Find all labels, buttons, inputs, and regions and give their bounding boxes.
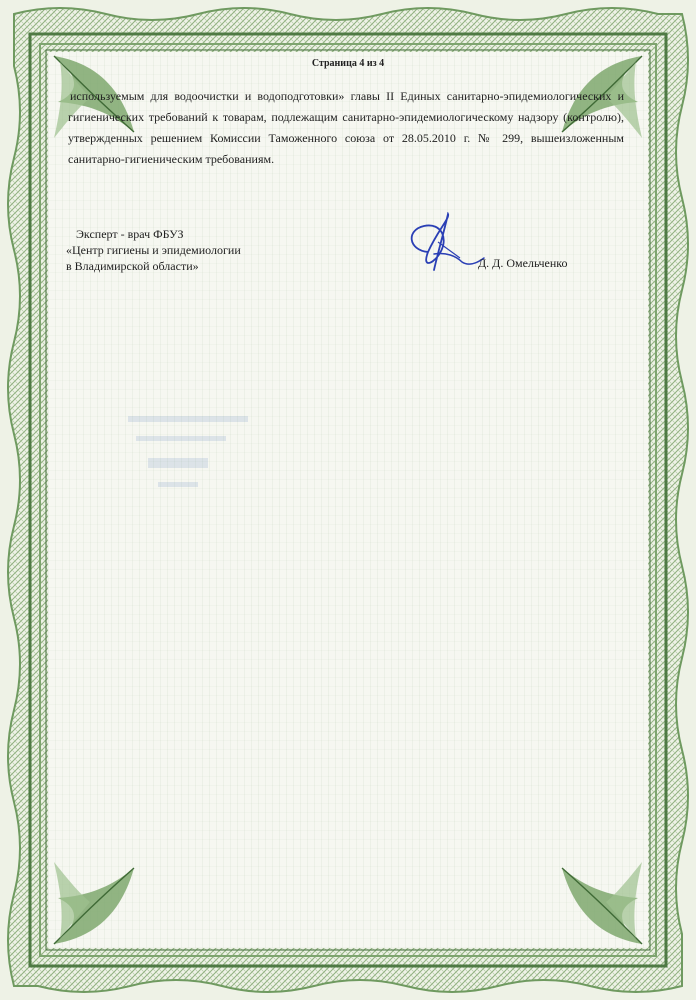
expert-block [66,226,326,274]
faint-stamp-mark [118,404,268,504]
expert-title: Эксперт - врач ФБУЗ [76,227,184,241]
expert-region: в Владимирской области» [66,259,199,273]
expert-organization: «Центр гигиены и эпидемиологии [66,243,241,257]
handwritten-signature [398,212,488,278]
page-number: Страница 4 из 4 [311,58,385,69]
corner-leaf-ornament [554,856,646,948]
signer-name: Д. Д. Омельченко [478,256,568,270]
corner-leaf-ornament [50,856,142,948]
body-paragraph: используемым для водоочистки и водоподготовки» главы II Единых санитарно-эпидемиологических и гигиенических требований к товарам, подлежащим санитарно-эпидемиологическому надзору (контролю), утвержденных решением Комиссии Таможенного союза от 28.05.2010 г. № 299, вышеизложенным санитарно-гигиеническим требованиям. [68,89,624,166]
